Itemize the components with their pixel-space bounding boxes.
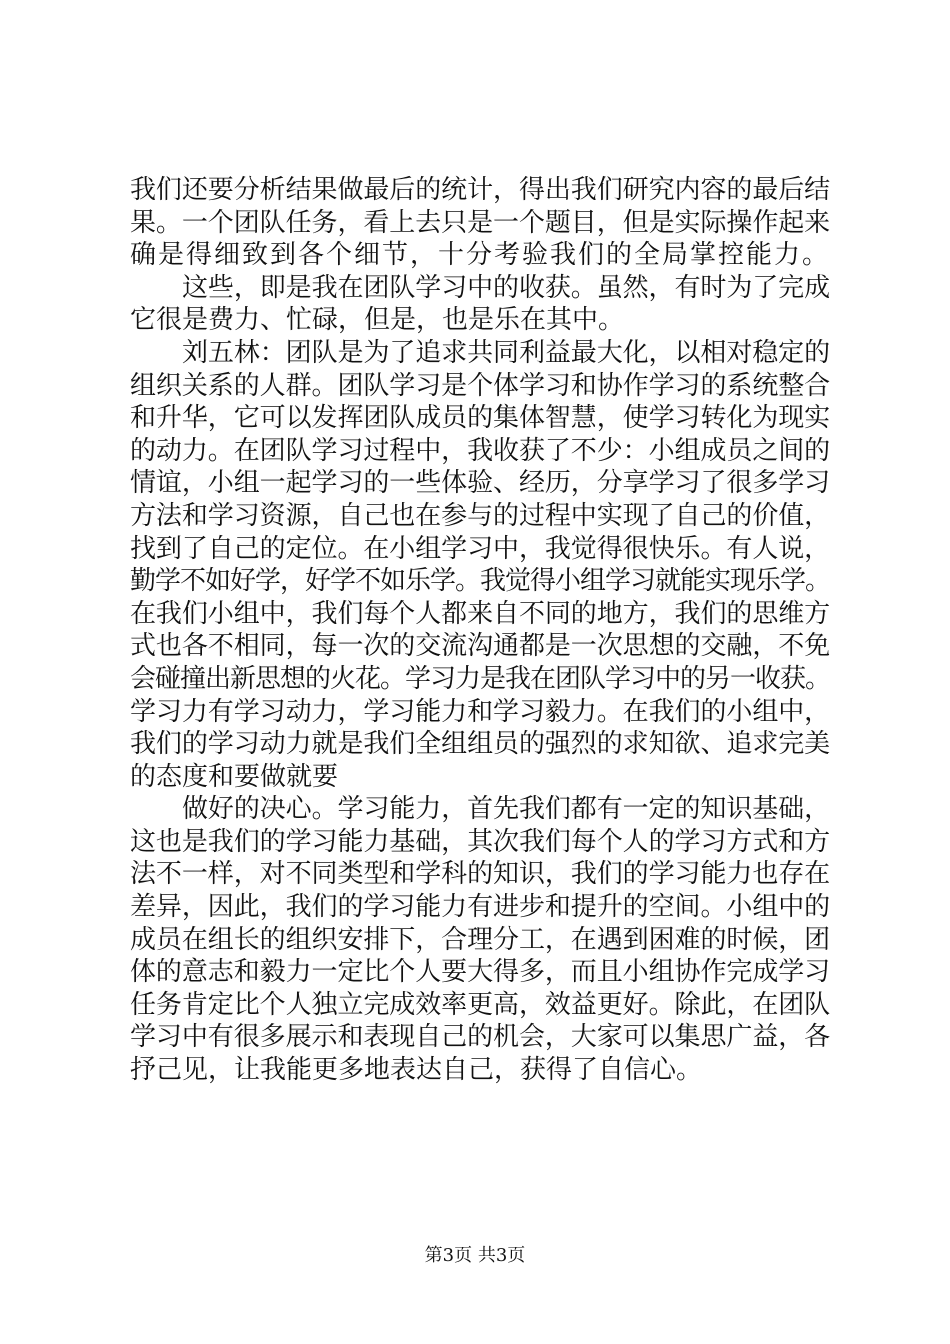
page-footer: 第3页 共3页 <box>424 1245 526 1266</box>
text-line: 刘五林：团队是为了追求共同利益最大化，以相对稳定的 <box>182 337 830 368</box>
text-line: 法不一样，对不同类型和学科的知识，我们的学习能力也存在 <box>130 859 830 890</box>
text-line: 这也是我们的学习能力基础，其次我们每个人的学习方式和方 <box>130 826 830 857</box>
text-line: 的态度和要做就要 <box>130 761 339 792</box>
text-line: 抒己见，让我能更多地表达自己，获得了自信心。 <box>130 1055 703 1086</box>
text-line: 体的意志和毅力一定比个人要大得多，而且小组协作完成学习 <box>130 957 830 988</box>
text-line: 和升华，它可以发挥团队成员的集体智慧，使学习转化为现实 <box>130 403 830 434</box>
text-line: 差异，因此，我们的学习能力有进步和提升的空间。小组中的 <box>130 892 830 923</box>
text-line: 任务肯定比个人独立完成效率更高，效益更好。除此，在团队 <box>130 989 830 1020</box>
text-line: 学习中有很多展示和表现自己的机会，大家可以集思广益，各 <box>130 1022 830 1053</box>
text-line: 我们的学习动力就是我们全组组员的强烈的求知欲、追求完美 <box>130 729 830 760</box>
text-line: 在我们小组中，我们每个人都来自不同的地方，我们的思维方 <box>130 598 830 629</box>
document-body <box>130 174 830 1087</box>
text-line: 它很是费力、忙碌，但是，也是乐在其中。 <box>130 305 625 336</box>
text-line: 组织关系的人群。团队学习是个体学习和协作学习的系统整合 <box>130 370 830 401</box>
text-line: 成员在组长的组织安排下，合理分工，在遇到困难的时候，团 <box>130 924 830 955</box>
text-line: 找到了自己的定位。在小组学习中，我觉得很快乐。有人说， <box>130 533 830 564</box>
text-line: 方法和学习资源，自己也在参与的过程中实现了自己的价值， <box>130 500 830 531</box>
text-line: 我们还要分析结果做最后的统计，得出我们研究内容的最后结 <box>130 175 830 205</box>
text-line: 勤学不如好学，好学不如乐学。我觉得小组学习就能实现乐学。 <box>130 566 830 597</box>
text-line: 式也各不相同，每一次的交流沟通都是一次思想的交融，不免 <box>130 631 830 662</box>
text-line: 这些，即是我在团队学习中的收获。虽然，有时为了完成 <box>182 272 830 303</box>
text-line: 做好的决心。学习能力，首先我们都有一定的知识基础， <box>182 794 830 825</box>
text-line: 确是得细致到各个细节，十分考验我们的全局掌控能力。 <box>130 240 830 271</box>
text-line: 果。一个团队任务，看上去只是一个题目，但是实际操作起来 <box>130 207 830 238</box>
text-line: 学习力有学习动力，学习能力和学习毅力。在我们的小组中， <box>130 696 830 727</box>
text-line: 的动力。在团队学习过程中，我收获了不少：小组成员之间的 <box>130 435 830 466</box>
text-line: 情谊，小组一起学习的一些体验、经历，分享学习了很多学习 <box>130 468 830 499</box>
text-line: 会碰撞出新思想的火花。学习力是我在团队学习中的另一收获。 <box>130 663 830 694</box>
